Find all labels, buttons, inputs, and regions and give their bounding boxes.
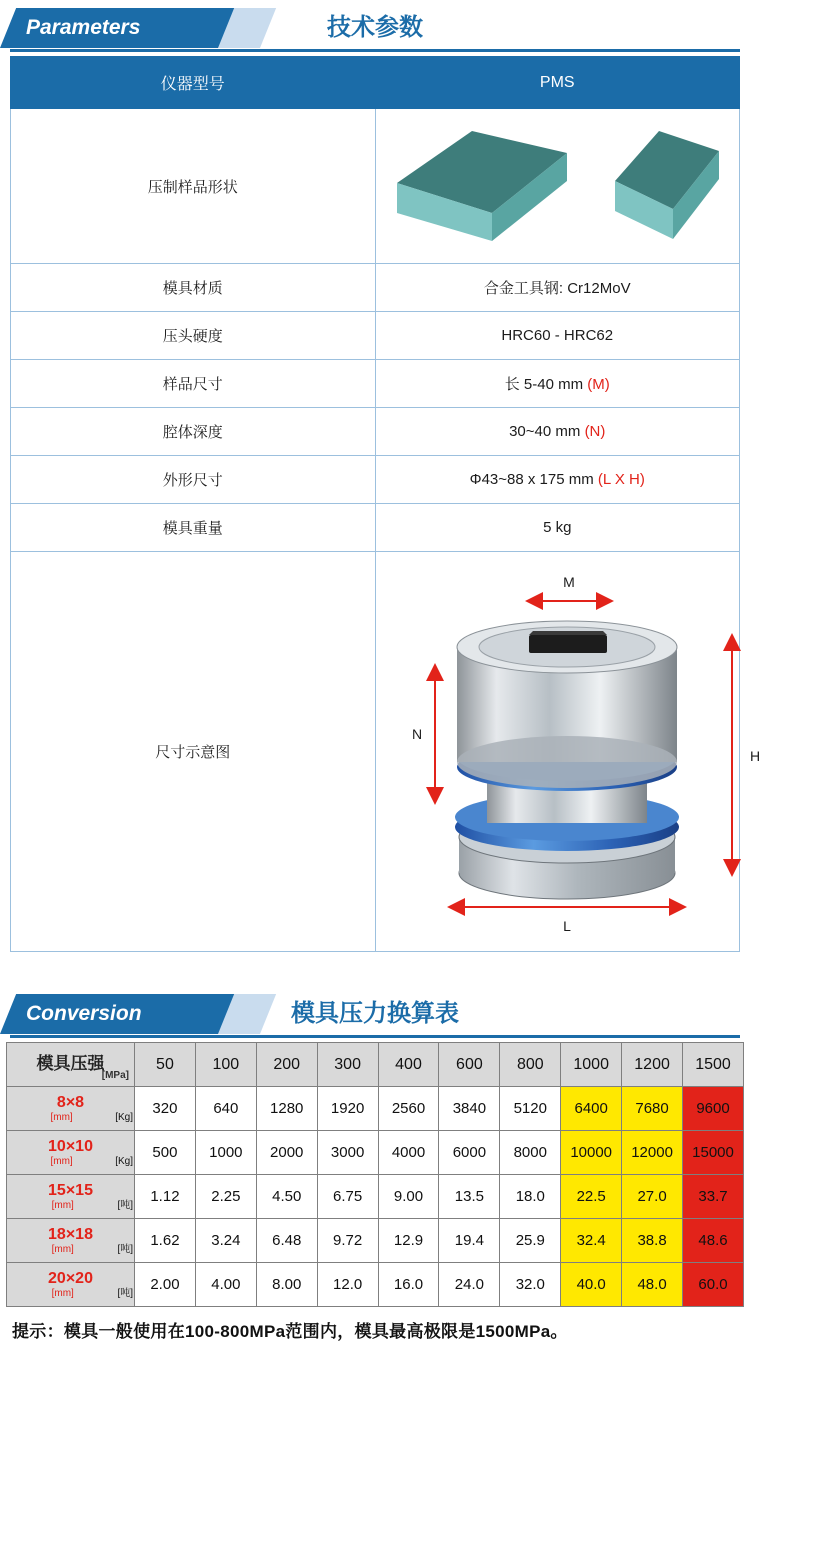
row-label-outer-size: 外形尺寸 [11, 456, 376, 504]
dim-label-h: H [749, 747, 760, 764]
table-row [7, 1219, 744, 1263]
conversion-note: 提示：模具一般使用在100-800MPa范围内，模具最高极限是1500MPa。 [12, 1322, 568, 1341]
table-row [7, 1263, 744, 1307]
cell: 4000 [378, 1131, 439, 1175]
cell: 48.0 [622, 1263, 683, 1307]
sample-size-symbol: (M) [587, 376, 610, 393]
table-row [11, 456, 740, 504]
cell: 3000 [317, 1131, 378, 1175]
rectangular-pellet-icon [387, 121, 577, 251]
cell: 40.0 [561, 1263, 622, 1307]
unit-right: [Kg] [115, 1112, 133, 1123]
cell: 12.0 [317, 1263, 378, 1307]
cell: 6000 [439, 1131, 500, 1175]
row-header [7, 1263, 135, 1307]
col-header: 50 [135, 1043, 196, 1087]
cell: 15000 [683, 1131, 744, 1175]
shape-group [377, 110, 739, 262]
unit-right: [吨] [117, 1244, 133, 1255]
row-value-cavity-depth [375, 408, 740, 456]
cell: 10000 [561, 1131, 622, 1175]
cell: 6400 [561, 1087, 622, 1131]
table-row [11, 109, 740, 264]
row-label-sample-size: 样品尺寸 [11, 360, 376, 408]
cell: 13.5 [439, 1175, 500, 1219]
conversion-title: 模具压力换算表 [291, 1000, 459, 1027]
table-row [7, 1131, 744, 1175]
cell: 4.50 [256, 1175, 317, 1219]
table-row [11, 264, 740, 312]
cell: 60.0 [683, 1263, 744, 1307]
sample-size-value: 长 5-40 mm [504, 376, 584, 393]
corner-unit: [MPa] [101, 1069, 129, 1081]
row-header-units [8, 1244, 133, 1255]
cell: 9.72 [317, 1219, 378, 1263]
cell: 3840 [439, 1087, 500, 1131]
table-row [7, 1175, 744, 1219]
row-value-die-material: 合金工具钢: Cr12MoV [375, 264, 740, 312]
col-header: 400 [378, 1043, 439, 1087]
cell: 320 [135, 1087, 196, 1131]
table-row [7, 1087, 744, 1131]
cell: 7680 [622, 1087, 683, 1131]
conversion-table [6, 1042, 744, 1307]
cell: 640 [195, 1087, 256, 1131]
dim-label-m: M [562, 573, 575, 590]
cell: 1.62 [135, 1219, 196, 1263]
unit-left: [mm] [50, 1156, 73, 1167]
unit-right: [吨] [117, 1200, 133, 1211]
header-model-value: PMS [375, 57, 740, 109]
cell: 8000 [500, 1131, 561, 1175]
section-spacer [0, 952, 750, 986]
table-row [11, 552, 740, 952]
cell: 500 [135, 1131, 196, 1175]
row-header-size: 15×15 [48, 1182, 93, 1199]
unit-left: [mm] [51, 1200, 74, 1211]
row-header-size: 10×10 [48, 1138, 93, 1155]
col-header: 1000 [561, 1043, 622, 1087]
cell: 5120 [500, 1087, 561, 1131]
unit-right: [吨] [117, 1288, 133, 1299]
cell: 32.4 [561, 1219, 622, 1263]
cell: 4.00 [195, 1263, 256, 1307]
cell: 3.24 [195, 1219, 256, 1263]
row-label-punch-hardness: 压头硬度 [11, 312, 376, 360]
sample-shape-graphics [375, 109, 740, 264]
dimension-diagram [375, 552, 760, 952]
cell: 24.0 [439, 1263, 500, 1307]
cell: 6.48 [256, 1219, 317, 1263]
cell: 27.0 [622, 1175, 683, 1219]
row-header-units [8, 1156, 133, 1167]
col-header: 200 [256, 1043, 317, 1087]
row-label-cavity-depth: 腔体深度 [11, 408, 376, 456]
parameters-title: 技术参数 [327, 14, 423, 41]
cell: 12000 [622, 1131, 683, 1175]
col-header: 300 [317, 1043, 378, 1087]
unit-left: [mm] [50, 1112, 73, 1123]
cell: 1920 [317, 1087, 378, 1131]
row-label-die-material: 模具材质 [11, 264, 376, 312]
cell: 16.0 [378, 1263, 439, 1307]
row-header-size: 20×20 [48, 1270, 93, 1287]
row-header-units [8, 1200, 133, 1211]
row-label-dimension-diagram: 尺寸示意图 [11, 552, 376, 952]
row-header [7, 1219, 135, 1263]
cell: 2560 [378, 1087, 439, 1131]
parameters-table [10, 56, 760, 952]
row-header [7, 1087, 135, 1131]
table-row [11, 360, 740, 408]
table-row [11, 504, 740, 552]
row-value-outer-size [375, 456, 740, 504]
dim-label-n: N [411, 725, 422, 742]
row-label-sample-shape: 压制样品形状 [11, 109, 376, 264]
cell: 33.7 [683, 1175, 744, 1219]
cell: 32.0 [500, 1263, 561, 1307]
cell: 2.00 [135, 1263, 196, 1307]
row-header-size: 8×8 [56, 1094, 85, 1111]
cell: 6.75 [317, 1175, 378, 1219]
cell: 18.0 [500, 1175, 561, 1219]
row-label-die-weight: 模具重量 [11, 504, 376, 552]
cell: 9.00 [378, 1175, 439, 1219]
unit-right: [Kg] [115, 1156, 133, 1167]
col-header: 1500 [683, 1043, 744, 1087]
unit-left: [mm] [51, 1288, 74, 1299]
outer-size-symbol: (L X H) [597, 471, 645, 488]
cell: 19.4 [439, 1219, 500, 1263]
row-header [7, 1131, 135, 1175]
cell: 9600 [683, 1087, 744, 1131]
header-model-label: 仪器型号 [11, 57, 376, 109]
unit-left: [mm] [51, 1244, 74, 1255]
table-header-row [11, 57, 740, 109]
col-header: 1200 [622, 1043, 683, 1087]
corner-label: 模具压强 [36, 1053, 105, 1073]
cell: 1.12 [135, 1175, 196, 1219]
conversion-header-row [7, 1043, 744, 1087]
square-pellet-icon [607, 121, 727, 251]
cell: 22.5 [561, 1175, 622, 1219]
cell: 8.00 [256, 1263, 317, 1307]
row-header-units [8, 1112, 133, 1123]
row-value-sample-size [375, 360, 740, 408]
table-row [11, 408, 740, 456]
die-diagram-illustration [377, 555, 817, 945]
table-row [11, 312, 740, 360]
cell: 1280 [256, 1087, 317, 1131]
parameters-table-wrap [0, 56, 760, 952]
conversion-tab-label: Conversion [26, 1002, 142, 1025]
parameters-tab-label: Parameters [26, 16, 141, 39]
cell: 2.25 [195, 1175, 256, 1219]
conversion-corner-header [7, 1043, 135, 1087]
parameters-banner [0, 0, 750, 56]
row-header-size: 18×18 [48, 1226, 93, 1243]
dim-label-l: L [562, 917, 571, 934]
row-value-die-weight: 5 kg [375, 504, 740, 552]
row-header-units [8, 1288, 133, 1299]
cell: 2000 [256, 1131, 317, 1175]
conversion-table-wrap [0, 1042, 750, 1307]
conversion-banner [0, 986, 750, 1042]
row-value-punch-hardness: HRC60 - HRC62 [375, 312, 740, 360]
cell: 1000 [195, 1131, 256, 1175]
cell: 48.6 [683, 1219, 744, 1263]
col-header: 800 [500, 1043, 561, 1087]
outer-size-value: Φ43~88 x 175 mm [469, 471, 594, 488]
cavity-depth-value: 30~40 mm [509, 423, 581, 440]
cell: 25.9 [500, 1219, 561, 1263]
cell: 38.8 [622, 1219, 683, 1263]
row-header [7, 1175, 135, 1219]
cell: 12.9 [378, 1219, 439, 1263]
cavity-depth-symbol: (N) [584, 423, 606, 440]
col-header: 600 [439, 1043, 500, 1087]
col-header: 100 [195, 1043, 256, 1087]
